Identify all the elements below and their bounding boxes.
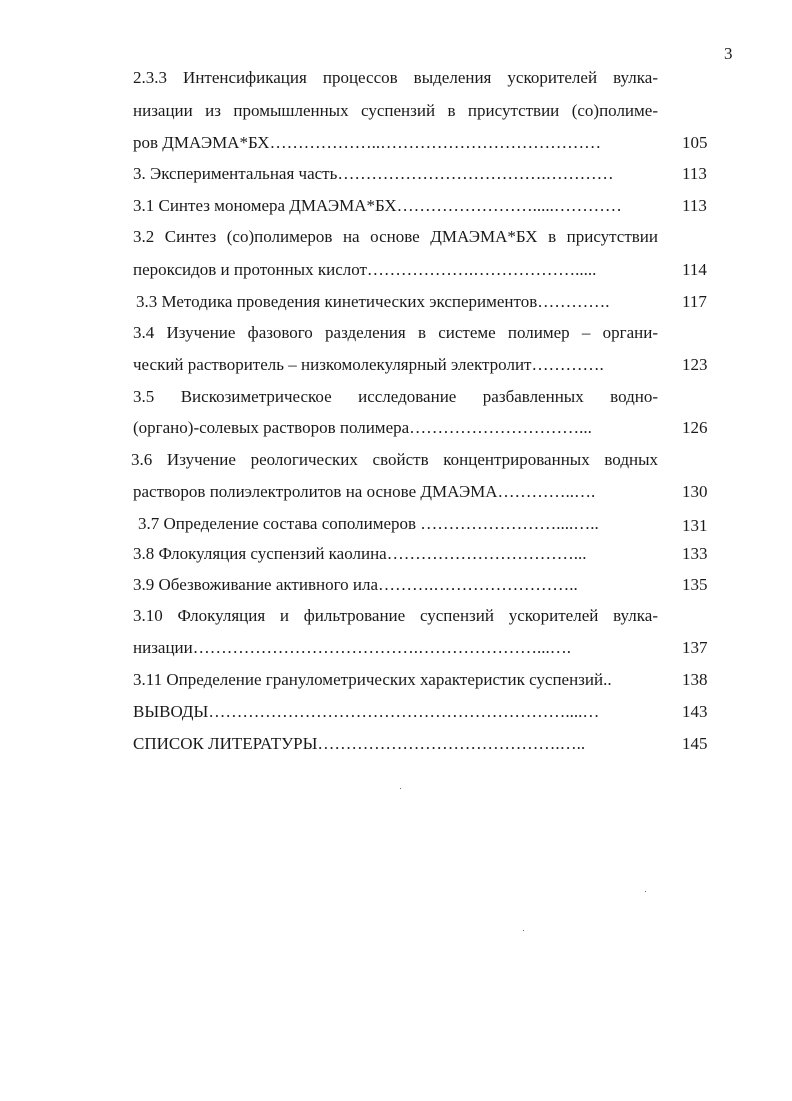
toc-entry-line: 3.4 Изучение фазового разделения в системе полимер – органи- (133, 323, 658, 342)
toc-entry-line: 3. Экспериментальная часть……………………………….………… (133, 164, 614, 183)
toc-page-number: 114 (682, 260, 707, 279)
toc-entry-line: пероксидов и протонных кислот……………….………………..... (133, 260, 597, 279)
scan-speck (645, 891, 646, 892)
toc-page-number: 145 (682, 734, 708, 753)
page-number: 3 (724, 44, 733, 63)
toc-entry-line: низации из промышленных суспензий в присутствии (со)полиме- (133, 101, 658, 120)
toc-page-number: 143 (682, 702, 708, 721)
toc-page-number: 135 (682, 575, 708, 594)
toc-page-number: 113 (682, 164, 707, 183)
scan-speck (400, 788, 401, 789)
toc-entry-line: 2.3.3 Интенсификация процессов выделения ускорителей вулка- (133, 68, 658, 87)
toc-entry-line: 3.10 Флокуляция и фильтрование суспензий ускорителей вулка- (133, 606, 658, 625)
toc-entry-line: низации………………………………….…………………...…. (133, 638, 571, 657)
toc-entry-line: 3.3 Методика проведения кинетических экспериментов…………. (136, 292, 610, 311)
toc-entry-line: 3.9 Обезвоживание активного ила……….…………………….. (133, 575, 578, 594)
toc-page-number: 105 (682, 133, 708, 152)
toc-page-number: 138 (682, 670, 708, 689)
toc-page-number: 131 (682, 516, 708, 535)
toc-entry-line: (органо)-солевых растворов полимера…………………………... (133, 418, 592, 437)
toc-page-number: 130 (682, 482, 708, 501)
toc-entry-line: 3.2 Синтез (со)полимеров на основе ДМАЭМА*БХ в присутствии (133, 227, 658, 246)
toc-page-number: 126 (682, 418, 708, 437)
toc-entry-line: 3.1 Синтез мономера ДМАЭМА*БХ…………………….....………… (133, 196, 622, 215)
toc-page-number: 117 (682, 292, 707, 311)
toc-entry-line: 3.6 Изучение реологических свойств концентрированных водных (131, 450, 658, 469)
toc-entry-line: ВЫВОДЫ………………………………………………………....… (133, 702, 600, 721)
toc-page-number: 133 (682, 544, 708, 563)
toc-entry-line: растворов полиэлектролитов на основе ДМАЭМА…………..…. (133, 482, 596, 501)
toc-entry-line: ров ДМАЭМА*БХ………………..………………………………… (133, 133, 602, 152)
toc-entry-line: СПИСОК ЛИТЕРАТУРЫ…………………………………….….. (133, 734, 586, 753)
scan-speck (523, 930, 524, 931)
toc-page-number: 123 (682, 355, 708, 374)
toc-entry-line: 3.11 Определение гранулометрических характеристик суспензий.. (133, 670, 612, 689)
toc-page-number: 137 (682, 638, 708, 657)
toc-entry-line: 3.5 Вискозиметрическое исследование разбавленных водно- (133, 387, 658, 406)
toc-entry-line: 3.7 Определение состава сополимеров ……………………....….. (138, 514, 599, 533)
toc-entry-line: 3.8 Флокуляция суспензий каолина……………………………... (133, 544, 587, 563)
toc-entry-line: ческий растворитель – низкомолекулярный электролит…………. (133, 355, 604, 374)
toc-page-number: 113 (682, 196, 707, 215)
